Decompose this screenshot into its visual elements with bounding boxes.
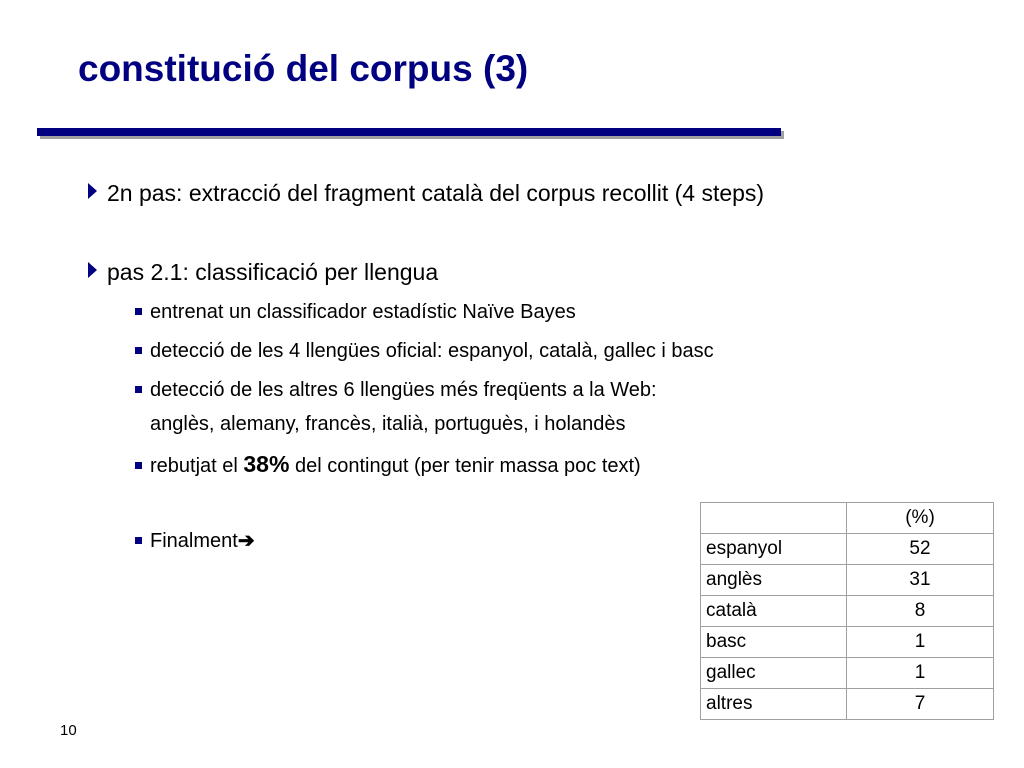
table-cell-language: anglès <box>701 565 847 596</box>
bullet-step <box>88 180 764 207</box>
table-cell-value: 52 <box>847 534 994 565</box>
table-cell-value: 31 <box>847 565 994 596</box>
triangle-bullet-icon <box>88 183 97 199</box>
square-bullet-icon <box>135 537 142 544</box>
bullet-substep <box>88 259 438 286</box>
list-item <box>135 295 576 329</box>
table-row <box>701 596 994 627</box>
rejected-suffix: del contingut (per tenir massa poc text) <box>289 455 641 477</box>
list-item-rejected <box>135 447 641 483</box>
table-row <box>701 565 994 596</box>
rejected-prefix: rebutjat el <box>150 455 244 477</box>
square-bullet-icon <box>135 386 142 393</box>
rejected-percentage: 38% <box>243 451 290 477</box>
square-bullet-icon <box>135 347 142 354</box>
table-cell-language: català <box>701 596 847 627</box>
language-percentage-table <box>700 502 994 720</box>
triangle-bullet-icon <box>88 262 97 278</box>
list-item-text: detecció de les 4 llengües oficial: espanyol, català, gallec i basc <box>150 340 714 362</box>
page-number: 10 <box>60 722 77 739</box>
list-item-text: detecció de les altres 6 llengües més freqüents a la Web: anglès, alemany, francès, italià, portuguès, i holandès <box>150 379 657 435</box>
bullet-step-text: 2n pas: extracció del fragment català del corpus recollit (4 steps) <box>107 180 765 206</box>
table-row <box>701 689 994 720</box>
title-underline <box>37 128 781 136</box>
list-item <box>135 373 695 441</box>
bullet-substep-text: pas 2.1: classificació per llengua <box>107 259 439 285</box>
list-item-finally <box>135 524 255 558</box>
table-header-cell <box>701 503 847 534</box>
list-item <box>135 334 714 368</box>
table-header-row <box>701 503 994 534</box>
arrow-right-icon: ➔ <box>237 530 255 552</box>
table-cell-language: espanyol <box>701 534 847 565</box>
table-cell-language: altres <box>701 689 847 720</box>
list-item-text: entrenat un classificador estadístic Naïve Bayes <box>150 301 576 323</box>
table-cell-value: 8 <box>847 596 994 627</box>
table-row <box>701 658 994 689</box>
table-header-cell: (%) <box>847 503 994 534</box>
square-bullet-icon <box>135 308 142 315</box>
table-cell-value: 7 <box>847 689 994 720</box>
finally-label: Finalment <box>150 530 238 552</box>
table-cell-value: 1 <box>847 627 994 658</box>
slide-title: constitució del corpus (3) <box>78 48 529 89</box>
table-row <box>701 627 994 658</box>
table-cell-language: basc <box>701 627 847 658</box>
table-row <box>701 534 994 565</box>
square-bullet-icon <box>135 462 142 469</box>
table-cell-language: gallec <box>701 658 847 689</box>
table-cell-value: 1 <box>847 658 994 689</box>
